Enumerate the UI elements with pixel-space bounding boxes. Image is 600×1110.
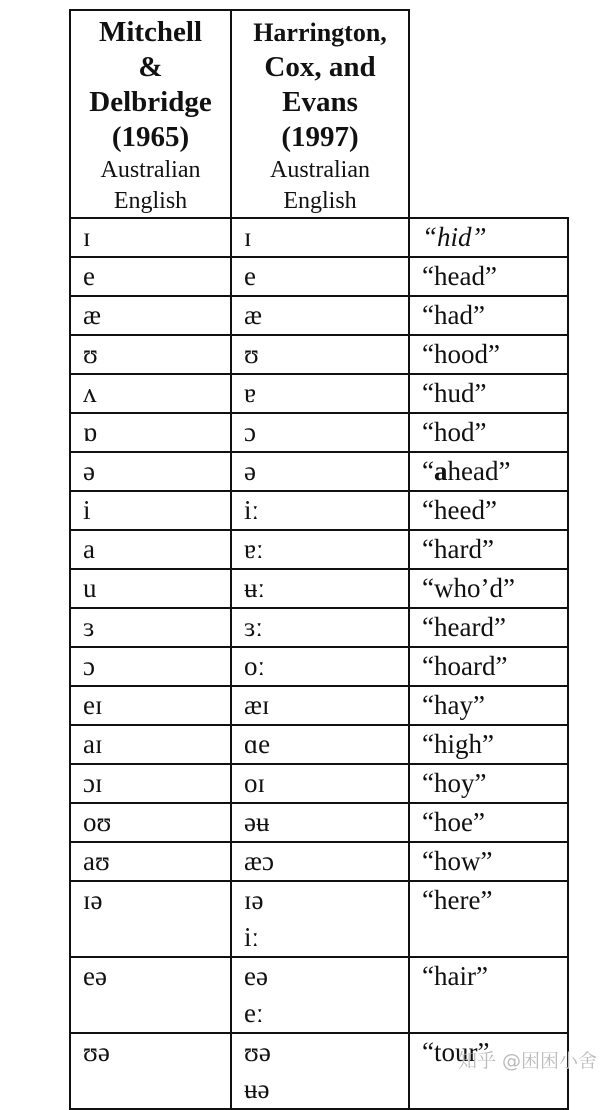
- example-word-rest: head”: [447, 456, 511, 486]
- example-word: “head”: [422, 261, 497, 291]
- example-word-cell: [409, 218, 568, 257]
- ipa-symbol: eə: [83, 961, 107, 991]
- table-row: [70, 957, 568, 1033]
- table-row: [70, 257, 568, 296]
- ipa-symbol: ɔ: [244, 417, 256, 447]
- ipa-symbol: əʉ: [244, 807, 270, 837]
- example-word-cell: [409, 413, 568, 452]
- vowel-comparison-table: [69, 9, 569, 1110]
- harrington-cox-evans-symbol-cell: [231, 881, 409, 957]
- header-subtitle-line: English: [113, 188, 188, 214]
- ipa-symbol: ʉː: [244, 573, 266, 603]
- ipa-symbol: ɪ: [83, 222, 91, 252]
- example-word: “hard”: [422, 534, 494, 564]
- table-row: [70, 335, 568, 374]
- ipa-symbol: iː: [244, 922, 260, 952]
- harrington-cox-evans-symbol-cell: [231, 530, 409, 569]
- mitchell-delbridge-symbol-cell: [70, 218, 231, 257]
- example-word-cell: [409, 764, 568, 803]
- example-word: “who’d”: [422, 573, 515, 603]
- example-word-highlight: a: [433, 456, 448, 486]
- example-word: “tour”: [422, 1037, 490, 1067]
- example-word: “: [422, 456, 434, 486]
- harrington-cox-evans-symbol-cell: [231, 1033, 409, 1109]
- example-word-cell: [409, 335, 568, 374]
- mitchell-delbridge-symbol-cell: [70, 647, 231, 686]
- example-word-cell: [409, 374, 568, 413]
- ipa-symbol: aɪ: [83, 729, 103, 759]
- example-word: “high”: [422, 729, 494, 759]
- table-row: [70, 296, 568, 335]
- header-empty-cell: [409, 10, 568, 218]
- example-word: “hair”: [422, 961, 488, 991]
- ipa-symbol: æ: [83, 300, 102, 330]
- mitchell-delbridge-symbol-cell: [70, 413, 231, 452]
- example-word: “hud”: [422, 378, 487, 408]
- ipa-symbol: ɜː: [244, 612, 263, 642]
- header-mitchell-delbridge: [70, 10, 231, 218]
- example-word: “heed”: [422, 495, 497, 525]
- ipa-symbol: ʊ: [244, 339, 259, 369]
- ipa-symbol: i: [83, 495, 91, 525]
- ipa-symbol: ɔ: [83, 651, 95, 681]
- mitchell-delbridge-symbol-cell: [70, 764, 231, 803]
- header-row: [70, 10, 568, 218]
- example-word-cell: [409, 686, 568, 725]
- example-word: “hoard”: [422, 651, 508, 681]
- harrington-cox-evans-symbol-cell: [231, 647, 409, 686]
- harrington-cox-evans-symbol-cell: [231, 491, 409, 530]
- harrington-cox-evans-symbol-cell: [231, 803, 409, 842]
- ipa-symbol: ɪə: [244, 885, 264, 915]
- example-word: “hoe”: [422, 807, 485, 837]
- harrington-cox-evans-symbol-cell: [231, 218, 409, 257]
- example-word: “hood”: [422, 339, 500, 369]
- harrington-cox-evans-symbol-cell: [231, 569, 409, 608]
- ipa-symbol: ɔɪ: [83, 768, 103, 798]
- ipa-symbol: ə: [244, 456, 256, 486]
- ipa-symbol: iː: [244, 495, 260, 525]
- ipa-symbol: oː: [244, 651, 266, 681]
- mitchell-delbridge-symbol-cell: [70, 335, 231, 374]
- ipa-symbol: eə: [244, 961, 268, 991]
- harrington-cox-evans-symbol-cell: [231, 842, 409, 881]
- ipa-symbol: ʌ: [83, 378, 97, 408]
- mitchell-delbridge-symbol-cell: [70, 530, 231, 569]
- harrington-cox-evans-symbol-cell: [231, 764, 409, 803]
- ipa-symbol: ʊ: [83, 339, 98, 369]
- harrington-cox-evans-symbol-cell: [231, 257, 409, 296]
- example-word-cell: [409, 530, 568, 569]
- mitchell-delbridge-symbol-cell: [70, 881, 231, 957]
- header-title-line: (1997): [281, 121, 359, 153]
- harrington-cox-evans-symbol-cell: [231, 452, 409, 491]
- table-row: [70, 803, 568, 842]
- example-word: “hay”: [422, 690, 485, 720]
- example-word: “heard”: [422, 612, 506, 642]
- example-word: “hod”: [422, 417, 487, 447]
- table-row: [70, 218, 568, 257]
- example-word-cell: [409, 647, 568, 686]
- header-subtitle-line: Australian: [100, 157, 201, 183]
- table-row: [70, 725, 568, 764]
- ipa-symbol: ə: [83, 456, 95, 486]
- ipa-symbol: æ: [244, 300, 263, 330]
- ipa-symbol: eɪ: [83, 690, 103, 720]
- example-word-cell: [409, 842, 568, 881]
- table-row: [70, 491, 568, 530]
- header-title-line: Delbridge: [89, 86, 212, 118]
- table-row: [70, 608, 568, 647]
- harrington-cox-evans-symbol-cell: [231, 335, 409, 374]
- ipa-symbol: e: [244, 261, 256, 291]
- ipa-symbol: a: [83, 534, 95, 564]
- header-title-line: Mitchell: [98, 16, 203, 48]
- example-word: “had”: [422, 300, 485, 330]
- mitchell-delbridge-symbol-cell: [70, 608, 231, 647]
- table-row: [70, 569, 568, 608]
- mitchell-delbridge-symbol-cell: [70, 803, 231, 842]
- harrington-cox-evans-symbol-cell: [231, 413, 409, 452]
- example-word: “hoy”: [422, 768, 487, 798]
- harrington-cox-evans-symbol-cell: [231, 608, 409, 647]
- example-word-cell: [409, 257, 568, 296]
- ipa-symbol: æɔ: [244, 846, 274, 876]
- example-word-cell: [409, 725, 568, 764]
- mitchell-delbridge-symbol-cell: [70, 569, 231, 608]
- example-word: “here”: [422, 885, 493, 915]
- header-title-line: Harrington,: [253, 18, 387, 47]
- example-word-cell: [409, 491, 568, 530]
- ipa-symbol: ʊə: [83, 1037, 110, 1067]
- watermark: 知乎 @困困小舍: [458, 1050, 598, 1072]
- ipa-symbol: æɪ: [244, 690, 270, 720]
- table-row: [70, 842, 568, 881]
- example-word-cell: [409, 452, 568, 491]
- harrington-cox-evans-symbol-cell: [231, 686, 409, 725]
- example-word-cell: [409, 296, 568, 335]
- example-word-cell: [409, 957, 568, 1033]
- table-row: [70, 530, 568, 569]
- mitchell-delbridge-symbol-cell: [70, 686, 231, 725]
- header-title-line: (1965): [111, 121, 190, 153]
- harrington-cox-evans-symbol-cell: [231, 957, 409, 1033]
- ipa-symbol: ɐː: [244, 534, 264, 564]
- header-subtitle-line: English: [283, 188, 357, 214]
- header-title-line: Cox, and: [264, 51, 376, 83]
- example-word: “how”: [422, 846, 493, 876]
- mitchell-delbridge-symbol-cell: [70, 725, 231, 764]
- mitchell-delbridge-symbol-cell: [70, 491, 231, 530]
- ipa-symbol: ɒ: [83, 417, 98, 447]
- table-row: [70, 452, 568, 491]
- example-word-cell: [409, 608, 568, 647]
- example-word-cell: [409, 881, 568, 957]
- header-title-line: &: [138, 51, 163, 83]
- mitchell-delbridge-symbol-cell: [70, 452, 231, 491]
- ipa-symbol: aʊ: [83, 846, 110, 876]
- harrington-cox-evans-symbol-cell: [231, 296, 409, 335]
- harrington-cox-evans-symbol-cell: [231, 374, 409, 413]
- table-row: [70, 764, 568, 803]
- ipa-symbol: ɪ: [244, 222, 252, 252]
- mitchell-delbridge-symbol-cell: [70, 1033, 231, 1109]
- ipa-symbol: eː: [244, 998, 264, 1028]
- ipa-symbol: u: [83, 573, 97, 603]
- table-row: [70, 686, 568, 725]
- mitchell-delbridge-symbol-cell: [70, 374, 231, 413]
- table-row: [70, 413, 568, 452]
- ipa-symbol: ɐ: [244, 378, 256, 408]
- ipa-symbol: oɪ: [244, 768, 266, 798]
- header-title-line: Evans: [282, 86, 358, 118]
- mitchell-delbridge-symbol-cell: [70, 957, 231, 1033]
- example-word: “hid”: [422, 222, 487, 252]
- ipa-symbol: ɪə: [83, 885, 103, 915]
- ipa-symbol: oʊ: [83, 807, 112, 837]
- header-harrington-cox-evans: [231, 10, 409, 218]
- table-row: [70, 374, 568, 413]
- example-word-cell: [409, 803, 568, 842]
- ipa-symbol: ʊə: [244, 1037, 271, 1067]
- header-subtitle-line: Australian: [270, 157, 370, 183]
- ipa-symbol: ɑe: [244, 729, 271, 759]
- table-row: [70, 881, 568, 957]
- table-row: [70, 647, 568, 686]
- mitchell-delbridge-symbol-cell: [70, 296, 231, 335]
- harrington-cox-evans-symbol-cell: [231, 725, 409, 764]
- ipa-symbol: ɜ: [83, 612, 95, 642]
- example-word-cell: [409, 569, 568, 608]
- ipa-symbol: e: [83, 261, 95, 291]
- mitchell-delbridge-symbol-cell: [70, 257, 231, 296]
- ipa-symbol: ʉə: [244, 1074, 270, 1104]
- mitchell-delbridge-symbol-cell: [70, 842, 231, 881]
